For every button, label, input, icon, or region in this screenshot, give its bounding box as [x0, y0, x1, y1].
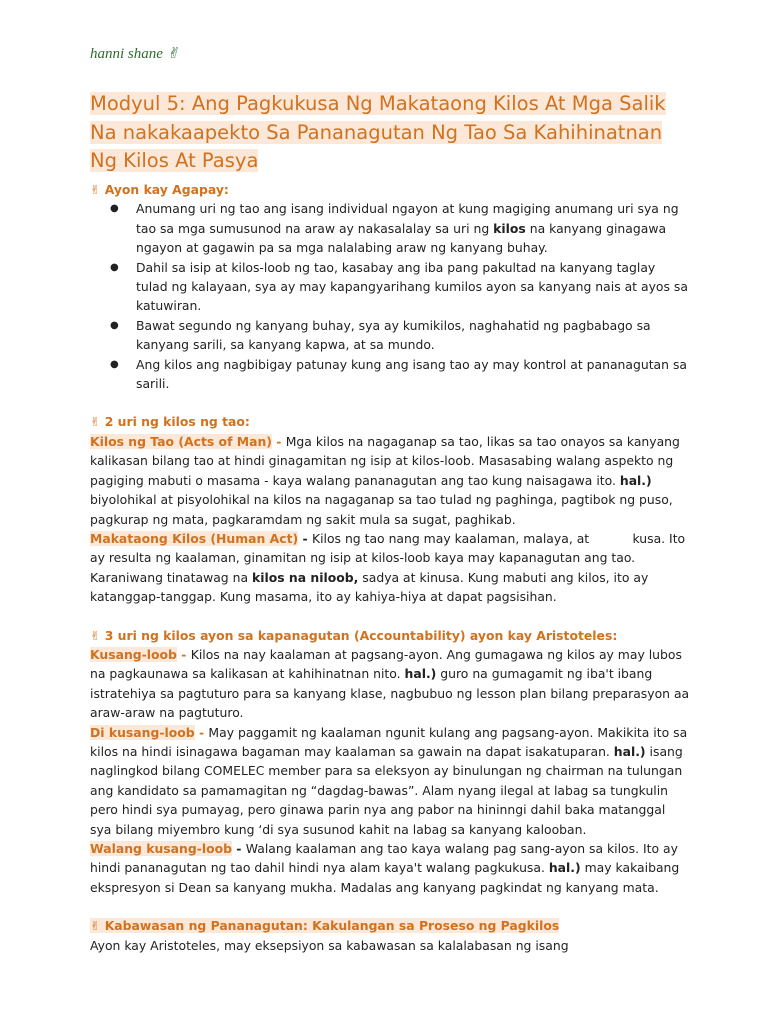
list-item: ● Ang kilos ang nagbibigay patunay kung ang isang tao ay may kontrol at pananagutan sa sarili. [136, 355, 690, 394]
list-item: ● Dahil sa isip at kilos-loob ng tao, kasabay ang iba pang pakultad na kanyang taglay tulad ng kalayaan, sya ay may kapangyarihang kumilos ayon sa kanyang nais at ayos sa katuwiran. [136, 258, 690, 316]
section-kabawasan-heading: ✌︎ Kabawasan ng Pananagutan: Kakulangan sa Proseso ng Pagkilos [90, 918, 560, 934]
paragraph-human-act: Makataong Kilos (Human Act) - Kilos ng tao nang may kaalaman, malaya, at kusa. Ito ay resulta ng kaalaman, ginamitan ng isip at kilos-loob kaya may kapanagutan ang tao. Karaniwang tinatawag na kilos na niloob, sadya at kinusa. Kung mabuti ang kilos, ito ay katanggap-tanggap. Kung masama, ito ay kahiya-hiya at dapat pagsisihan. [90, 530, 690, 605]
term-human-act: Makataong Kilos (Human Act) [90, 530, 299, 546]
paragraph-kusang-loob: Kusang-loob - Kilos na nay kaalaman at pagsang-ayon. Ang gumagawa ng kilos ay may lubos na pagkaunawa sa kalikasan at kahihinatnan nito. hal.) guro na gumagamit ng iba't ibang istratehiya sa pagtuturo para sa kanyang klase, nagbubuo ng lesson plan bilang preparasyon aa araw-araw na pagtuturo. [90, 646, 690, 721]
section-agapay-heading: ✌︎ Ayon kay Agapay: [90, 182, 229, 197]
section-kilos-heading: ✌︎ 2 uri ng kilos ng tao: [90, 414, 250, 430]
section-accountability-heading: ✌︎ 3 uri ng kilos ayon sa kapanagutan (Accountability) ayon kay Aristoteles: [90, 627, 618, 643]
term-di-kusang-loob: Di kusang-loob [90, 724, 195, 740]
term-acts-of-man: Kilos ng Tao (Acts of Man) [90, 433, 272, 449]
list-item: ● Anumang uri ng tao ang isang individual ngayon at kung magiging anumang uri sya ng tao sa mga sumusunod na araw ay nakasalalay sa uri ng kilos na kanyang ginagawa ngayon at gagawin pa sa mga nalalabing araw ng kanyang buhay. [136, 199, 690, 257]
paragraph-kabawasan: Ayon kay Aristoteles, may eksepsiyon sa kabawasan sa kalalabasan ng isang [90, 937, 569, 953]
paragraph-acts-of-man: Kilos ng Tao (Acts of Man) - Mga kilos na nagaganap sa tao, likas sa tao onayos sa kanyang kalikasan bilang tao at hindi ginagamitan ng isip at kilos-loob. Masasabing walang aspekto ng pagiging mabuti o masama - kaya walang pananagutan ang tao kung naisagawa ito. hal.) biyolohikal at pisyolohikal na kilos na nagaganap sa tao tulad ng paghinga, pagtibok ng puso, pagkurap ng mata, pagkaramdam ng sakit mula sa sugat, paghikab. [90, 433, 680, 527]
document-body [90, 180, 690, 955]
author-name: hanni shane ✌︎ [90, 46, 180, 62]
term-kusang-loob: Kusang-loob [90, 646, 177, 662]
title-text: Modyul 5: Ang Pagkukusa Ng Makataong Kilos At Mga Salik Na nakakaapekto Sa Pananagutan Ng Tao Sa Kahihinatnan Ng Kilos At Pasya [90, 92, 666, 173]
list-item: ● Bawat segundo ng kanyang buhay, sya ay kumikilos, naghahatid ng pagbabago sa kanyang sarili, sa kanyang kapwa, at sa mundo. [136, 316, 690, 355]
page-title [90, 90, 690, 176]
paragraph-di-kusang-loob: Di kusang-loob - May paggamit ng kaalaman ngunit kulang ang pagsang-ayon. Makikita ito sa kilos na hindi isinagawa bagaman may kaalaman sa gawain na dapat isakatuparan. hal.) isang naglingkod bilang COMELEC member para sa eleksyon ay binulungan ng chairman na tulungan ang kandidato sa pamamagitan ng “dagdag-bawas”. Alam nyang ilegal at labag sa tungkulin pero hindi sya pumayag, pero ginawa parin nya ang pabor na hininngi dahil baka matanggal sya bilang miyembro kung ‘di sya susunod kahit na labag sa kanyang kalooban. [90, 724, 688, 837]
agapay-list [90, 199, 690, 393]
paragraph-walang-kusang-loob: Walang kusang-loob - Walang kaalaman ang tao kaya walang pag sang-ayon sa kilos. Ito ay hindi pananagutan ng tao dahil hindi nya alam kaya't walang pagkukusa. hal.) may kakaibang ekspresyon si Dean sa kanyang mukha. Madalas ang kanyang pagkindat ng kanyang mata. [90, 841, 680, 895]
term-walang-kusang-loob: Walang kusang-loob [90, 841, 232, 856]
